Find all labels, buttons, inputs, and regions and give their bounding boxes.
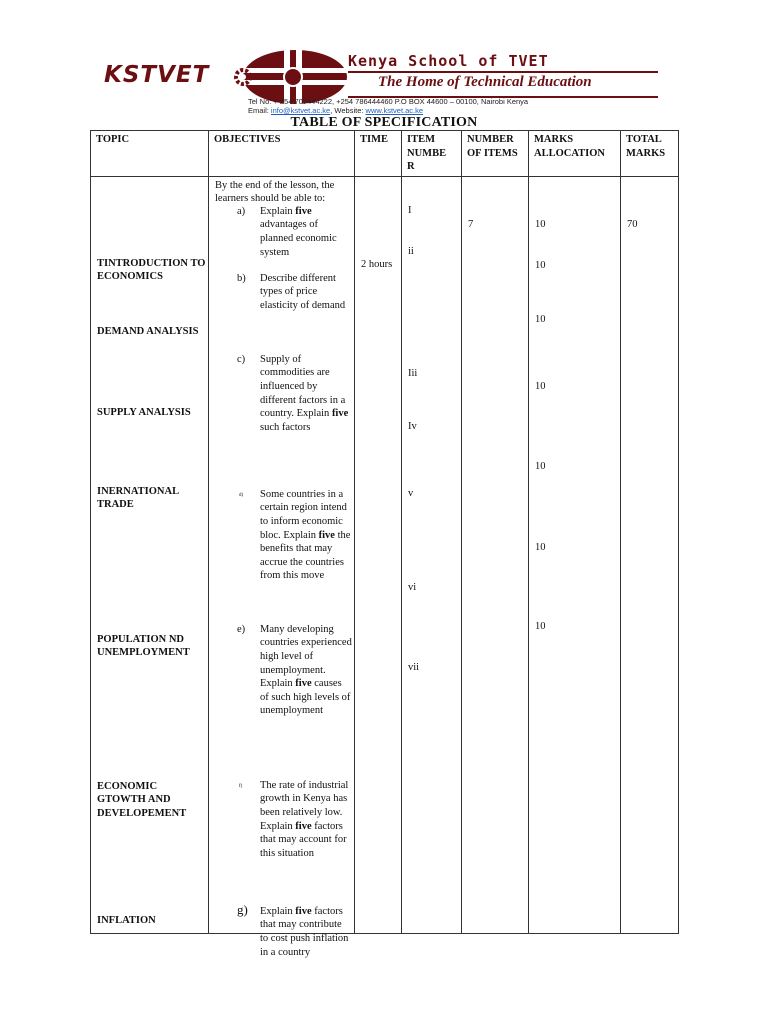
topic-label: POPULATION ND UNEMPLOYMENT	[97, 633, 190, 659]
objective-letter: f)	[239, 783, 243, 789]
objective-text	[260, 272, 352, 313]
time-value: 2 hours	[361, 258, 393, 270]
contact-line: Tel No: + 254 707444222, +254 786444460 P.O BOX 44600 – 00100, Nairobi Kenya	[248, 97, 529, 106]
objective-text	[260, 905, 352, 959]
objective-text	[260, 205, 352, 259]
marks-value: 10	[535, 380, 546, 392]
number-of-items-value: 7	[468, 218, 474, 230]
topic-label: INERNATIONAL TRADE	[97, 485, 179, 511]
objective-text	[260, 623, 352, 718]
header-rule	[348, 71, 658, 73]
school-tagline: The Home of Technical Education	[378, 74, 592, 90]
marks-value: 10	[535, 541, 546, 553]
objective-keyword: five	[331, 408, 349, 420]
table-header-row	[91, 131, 679, 177]
objective-text-part: Explain	[260, 905, 296, 917]
objective-letter: c)	[237, 353, 246, 365]
objective-text-part: Describe different types of price elasticity of demand	[260, 272, 346, 311]
objective-text-part: such factors	[260, 421, 311, 433]
marks-value: 10	[535, 460, 546, 472]
marks-value: 10	[535, 218, 546, 230]
total-marks-cell	[621, 176, 679, 933]
number-of-items-cell	[462, 176, 529, 933]
email-label: Email:	[248, 106, 271, 115]
objective-letter: g)	[237, 901, 248, 917]
objective-keyword: five	[295, 820, 312, 832]
objective-text-part: The rate of industrial growth in Kenya has been relatively low. Explain	[260, 779, 349, 832]
objective-keyword: five	[318, 529, 335, 541]
objective-letter: e)	[237, 623, 246, 635]
objective-keyword: five	[295, 678, 312, 690]
logo-wordmark: KSTVET	[104, 62, 210, 88]
objective-text-part: causes of such high levels of unemployment	[260, 678, 351, 717]
objective-text-part: advantages of planned economic system	[260, 219, 337, 258]
item-number-cell	[402, 176, 462, 933]
objective-text	[260, 779, 352, 861]
objective-text	[260, 488, 352, 583]
item-number: vii	[408, 661, 420, 673]
marks-value: 10	[535, 259, 546, 271]
time-cell	[355, 176, 402, 933]
email-line	[248, 106, 423, 115]
objective-letter: a)	[237, 205, 246, 217]
letterhead	[90, 44, 690, 114]
objective-text-part: Some countries in a certain region intend to inform economic bloc. Explain	[260, 488, 347, 541]
total-marks-value: 70	[627, 218, 638, 230]
objective-text-part: Explain	[260, 205, 296, 217]
header-item-number: ITEM NUMBE R	[402, 131, 462, 177]
website-link[interactable]: www.kstvet.ac.ke	[365, 106, 424, 115]
objectives-intro: By the end of the lesson, the learners should be able to:	[215, 179, 335, 205]
header-topic: TOPIC	[91, 131, 209, 177]
objective-text-part: Many developing countries experienced high level of unemployment. Explain	[260, 623, 352, 690]
objectives-cell	[209, 176, 355, 958]
topic-label: SUPPLY ANALYSIS	[97, 406, 191, 418]
header-objectives: OBJECTIVES	[209, 131, 355, 177]
marks-value: 10	[535, 313, 546, 325]
gear-icon	[232, 66, 254, 88]
header-time: TIME	[355, 131, 402, 177]
header-total-marks: TOTAL MARKS	[621, 131, 679, 177]
topic-label: ECONOMIC GTOWTH AND DEVELOPEMENT	[97, 780, 187, 819]
topic-label: DEMAND ANALYSIS	[97, 325, 199, 337]
objective-text-part: Supply of commodities are influenced by different factors in a country. Explain	[260, 353, 346, 420]
objective-text	[260, 353, 352, 435]
email-link[interactable]: info@kstvet.ac.ke	[270, 106, 331, 115]
objective-text-part: factors that may account for this situation	[260, 820, 347, 859]
item-number: v	[408, 487, 414, 499]
objective-letter: d)	[239, 492, 244, 498]
document-title: TABLE OF SPECIFICATION	[290, 115, 478, 130]
objective-text-part: factors that may contribute to cost push inflation in a country	[260, 905, 349, 958]
item-number: ii	[408, 245, 414, 257]
item-number: Iv	[408, 420, 417, 432]
item-number: vi	[408, 581, 417, 593]
objective-text-part: the benefits that may accrue the countries from this move	[260, 529, 351, 582]
header-number-of-items: NUMBER OF ITEMS	[462, 131, 529, 177]
objective-keyword: five	[295, 205, 312, 217]
website-label: , Website:	[330, 106, 366, 115]
marks-value: 10	[535, 620, 546, 632]
school-name: Kenya School of TVET	[348, 52, 549, 70]
marks-allocation-cell	[529, 176, 621, 933]
objective-letter: b)	[237, 272, 246, 284]
item-number: I	[408, 204, 412, 216]
topic-cell	[91, 176, 209, 933]
specification-table	[90, 130, 679, 958]
header-marks-allocation: MARKS ALLOCATION	[529, 131, 621, 177]
topic-label: TINTRODUCTION TO ECONOMICS	[97, 257, 206, 283]
table-row	[91, 176, 679, 933]
objective-keyword: five	[295, 905, 312, 917]
item-number: Iii	[408, 367, 418, 379]
topic-label: INFLATION	[97, 914, 156, 926]
